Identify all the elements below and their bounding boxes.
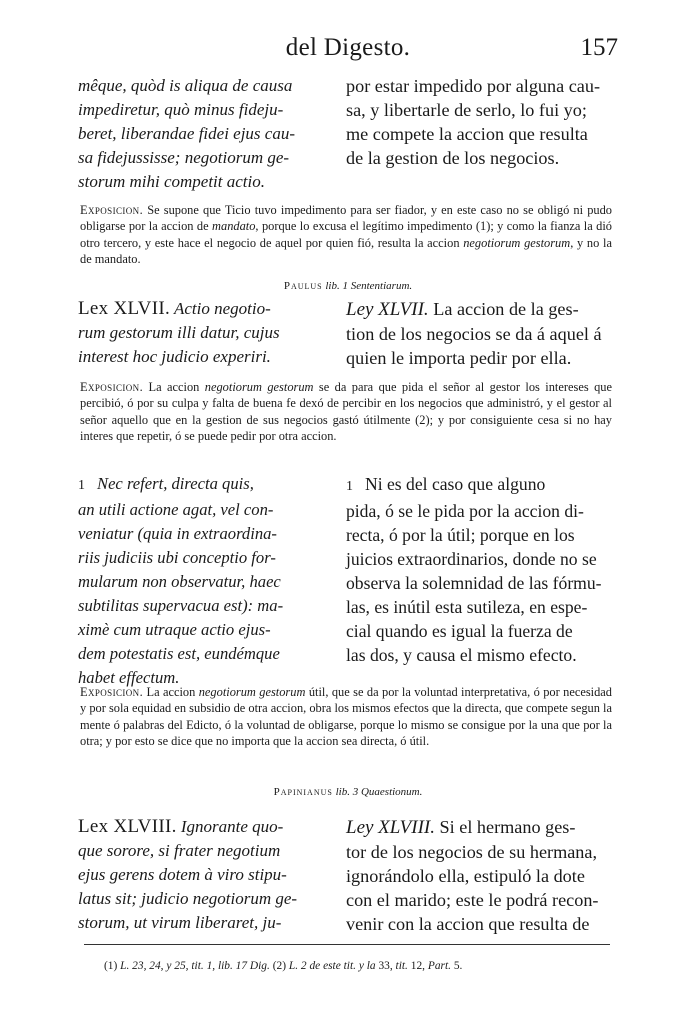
spanish-line: sa, y libertarle de serlo, lo fui yo; [346, 100, 587, 120]
latin-line: storum, ut virum liberaret, ju- [78, 913, 282, 932]
spanish-line: tion de los negocios se da á aquel á [346, 324, 602, 344]
exposicion-italic: mandato [212, 219, 256, 234]
spanish-line: pida, ó se le pida por la accion di- [346, 501, 584, 521]
latin-column [78, 74, 326, 194]
exposicion-text: La accion [148, 380, 200, 394]
latin-line: riis judiciis ubi conceptio for- [78, 548, 276, 567]
spanish-line [346, 815, 618, 840]
latin-line: veniatur (quia in extraordina- [78, 524, 277, 543]
attribution-paulus [78, 280, 618, 292]
latin-line: an utili actione agat, vel con- [78, 500, 274, 519]
spanish-column [346, 815, 618, 936]
footnote-ref: L. 23, 24, y 25, [120, 960, 189, 972]
latin-line: beret, liberandae fidei ejus cau- [78, 124, 296, 143]
latin-line: interest hoc judicio experiri. [78, 347, 271, 366]
spanish-line: juicios extraordinarios, donde no se [346, 549, 597, 569]
latin-line [78, 815, 326, 839]
latin-line: ximè cum utraque actio ejus- [78, 620, 271, 639]
footnote-ref: Part. [427, 960, 451, 972]
latin-line: latus sit; judicio negotiorum ge- [78, 889, 298, 908]
exposicion-label: Exposicion. [80, 203, 144, 217]
latin-line-text: Actio negotio- [173, 299, 271, 318]
lex-heading: Lex XLVII. [78, 298, 170, 319]
exposicion-text: útil, que se da por la voluntad interpretativa, ó por necesidad y por sola equidad en subsidio de otra accion, obra los mismos efectos que la directa, que compete segun la mente ó palabras del Edicto, ó la voluntad de obligarse, porque lo mismo se consigue por la una que por la otra; y por esto se dice que no importa que la accion sea directa, ó útil. [80, 685, 612, 749]
latin-line: habet effectum. [78, 668, 180, 687]
latin-column [78, 297, 326, 370]
spanish-line: me compete la accion que resulta [346, 124, 588, 144]
footnote-ref: tit. [395, 960, 408, 972]
footnote-ref: tit. 1, lib. 17 Dig. [191, 960, 270, 972]
spanish-line-text: Ni es del caso que alguno [365, 474, 546, 494]
latin-line: ejus gerens dotem à viro stipu- [78, 865, 287, 884]
latin-line: dem potestatis est, eundémque [78, 644, 280, 663]
latin-line-text: Nec refert, directa quis, [97, 474, 254, 493]
footnote-rule [84, 944, 610, 945]
exposicion-text: , porque lo excusa el legítimo impedimento (1); y como la fianza la dió otro tercero, y este hace el negocio de aquel por quien fió, resulta la accion [80, 219, 613, 250]
exposicion-1 [80, 202, 612, 268]
footnote-ref: 12, [410, 960, 425, 972]
spanish-line: venir con la accion que resulta de [346, 914, 590, 934]
running-title: del Digesto. [285, 34, 411, 61]
ley-heading: Ley XLVII. [346, 299, 429, 320]
spanish-column [346, 74, 618, 194]
attribution-author: Paulus [283, 280, 323, 292]
latin-line: rum gestorum illi datur, cujus [78, 323, 280, 342]
page-number: 157 [580, 34, 618, 61]
spanish-column [346, 297, 618, 370]
footnote-ref: 5. [453, 960, 463, 972]
latin-line-text: Ignorante quo- [180, 817, 284, 836]
latin-line [78, 297, 326, 321]
exposicion-italic: negotiorum gestorum [204, 380, 314, 394]
exposicion-3 [80, 684, 612, 750]
exposicion-text: Se supone que Ticio tuvo impedimento para ser fiador, y en este caso no se obligó ni pudo obligarse por la accion de [80, 203, 612, 234]
footnote-marker: (2) [272, 960, 287, 972]
footnote-marker: (1) [104, 960, 118, 972]
footnote-ref: L. 2 [288, 960, 307, 972]
exposicion-italic: negotiorum gestorum [463, 235, 571, 250]
spanish-line: las, es inútil esta sutileza, en espe- [346, 597, 588, 617]
spanish-line: ignorándolo ella, estipuló la dote [346, 866, 585, 886]
exposicion-2 [80, 379, 612, 445]
spanish-line: de la gestion de los negocios. [346, 148, 560, 168]
attribution-source: lib. 3 Quaestionum. [335, 786, 423, 798]
footnote [104, 960, 604, 972]
spanish-line-text: La accion de la ges- [433, 299, 579, 319]
latin-line: impediretur, quò minus fideju- [78, 100, 284, 119]
spanish-line: tor de los negocios de su hermana, [346, 842, 598, 862]
exposicion-label: Exposicion. [80, 380, 144, 394]
running-head [78, 34, 618, 70]
exposicion-text: , y no la de mandato. [80, 235, 612, 267]
spanish-line [346, 472, 618, 499]
section-number: 1 [78, 478, 85, 493]
lex-heading: Lex XLVIII. [78, 816, 177, 837]
latin-column [78, 815, 326, 936]
latin-line [78, 472, 326, 498]
latin-line: que sorore, si frater negotium [78, 841, 281, 860]
spanish-line: recta, ó por la útil; porque en los [346, 525, 575, 545]
attribution-source: lib. 1 Sententiarum. [325, 280, 413, 292]
ley-heading: Ley XLVIII. [346, 817, 435, 838]
lex-48 [78, 815, 618, 936]
latin-line: mularum non observatur, haec [78, 572, 281, 591]
section-1 [78, 472, 618, 690]
spanish-line: cial quando es igual la fuerza de [346, 621, 573, 641]
exposicion-italic: negotiorum gestorum [198, 685, 306, 699]
footnote-ref: 33, [378, 960, 393, 972]
latin-line: subtilitas supervacua est): ma- [78, 596, 284, 615]
latin-column [78, 472, 326, 690]
latin-line: storum mihi competit actio. [78, 172, 265, 191]
footnote-ref: de este tit. y la [309, 960, 376, 972]
top-continuation [78, 74, 618, 194]
latin-line: mêque, quòd is aliqua de causa [78, 76, 293, 95]
section-number: 1 [346, 479, 353, 494]
latin-line: sa fidejussisse; negotiorum ge- [78, 148, 290, 167]
spanish-line: las dos, y causa el mismo efecto. [346, 645, 577, 665]
spanish-line [346, 297, 618, 322]
exposicion-text: La accion [146, 685, 196, 699]
spanish-line: quien le importa pedir por ella. [346, 348, 572, 368]
exposicion-label: Exposicion. [80, 685, 144, 699]
exposicion-text: se da para que pida el señor al gestor los intereses que percibió, ó por su culpa y falta de buena fe dexó de percibir en los negocios que administró, y el gestor al señor aquello que en la gestion de sus negocios gastó útilmente (2); y por consiguiente cesa si no hay interes que repetir, ó se puede pedir por otra accion. [80, 380, 612, 444]
spanish-line: por estar impedido por alguna cau- [346, 76, 601, 96]
attribution-papinianus [78, 786, 618, 798]
spanish-line: observa la solemnidad de las fórmu- [346, 573, 602, 593]
spanish-column [346, 472, 618, 690]
lex-47 [78, 297, 618, 370]
spanish-line-text: Si el hermano ges- [439, 817, 576, 837]
attribution-author: Papinianus [273, 786, 333, 798]
spanish-line: con el marido; este le podrá recon- [346, 890, 599, 910]
